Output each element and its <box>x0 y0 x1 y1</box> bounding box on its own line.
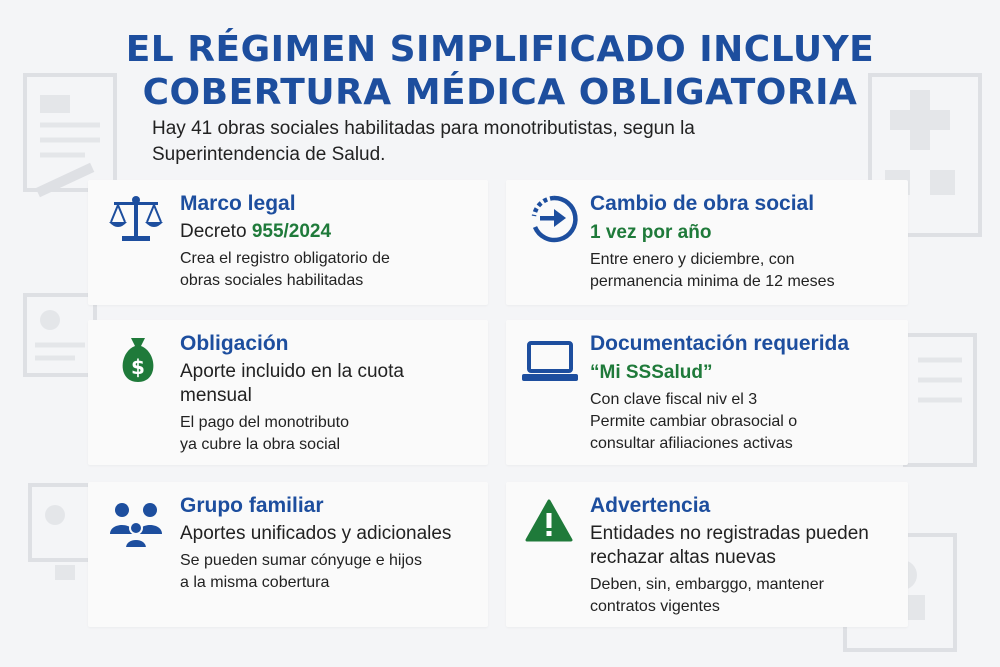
card-body <box>590 389 900 455</box>
body-line: consultar afiliaciones activas <box>590 435 793 452</box>
main-line: Entidades no registradas pueden <box>590 523 869 544</box>
card-body <box>590 249 900 293</box>
subtitle-line-2: Superintendencia de Salud. <box>152 144 386 165</box>
body-line: Permite cambiar obrasocial o <box>590 413 798 430</box>
main-line: Aportes unificados y adicionales <box>180 523 452 544</box>
laptop-icon <box>520 340 580 390</box>
body-line: Entre enero y diciembre, con <box>590 251 795 268</box>
card-title: Obligación <box>180 332 289 355</box>
card-title: Advertencia <box>590 494 711 517</box>
card-title: Grupo familiar <box>180 494 324 517</box>
card-obligacion <box>88 320 488 465</box>
main-line: mensual <box>180 385 252 406</box>
card-title: Cambio de obra social <box>590 192 815 215</box>
card-main <box>590 522 900 570</box>
money-bag-icon <box>113 334 173 384</box>
card-title: Documentación requerida <box>590 332 850 355</box>
body-line: a la misma cobertura <box>180 574 330 591</box>
body-line: Deben, sin, embarggo, mantener <box>590 576 824 593</box>
decree-line <box>180 220 480 244</box>
card-grupo-familiar <box>88 482 488 627</box>
body-line: Se pueden sumar cónyuge e hijos <box>180 552 422 569</box>
body-line: Con clave fiscal niv el 3 <box>590 391 758 408</box>
decree-number: 955/2024 <box>251 221 332 242</box>
card-body <box>180 550 480 594</box>
card-advertencia <box>506 482 908 627</box>
card-cambio-obra-social <box>506 180 908 305</box>
main-line: Aporte incluido en la cuota <box>180 361 404 382</box>
portal-name: “Mi SSSalud” <box>590 362 713 383</box>
title-line-2: COBERTURA MÉDICA OBLIGATORIA <box>142 72 858 113</box>
card-title: Marco legal <box>180 192 296 215</box>
main-line: rechazar altas nuevas <box>590 547 776 568</box>
subtitle <box>152 116 852 168</box>
body-line: Crea el registro obligatorio de <box>180 250 390 267</box>
card-main <box>180 360 480 408</box>
svg-text:$: $ <box>131 355 145 379</box>
body-line: obras sociales habilitadas <box>180 272 364 289</box>
background-document-icon <box>900 330 980 470</box>
body-line: contratos vigentes <box>590 598 720 615</box>
card-marco-legal <box>88 180 488 305</box>
title-line-1: EL RÉGIMEN SIMPLIFICADO INCLUYE <box>125 29 875 70</box>
card-documentacion <box>506 320 908 465</box>
exchange-arrow-icon <box>524 194 584 244</box>
body-line: ya cubre la obra social <box>180 436 341 453</box>
card-body <box>180 412 480 456</box>
family-icon <box>108 500 168 550</box>
body-line: El pago del monotributo <box>180 414 349 431</box>
card-body <box>590 574 900 618</box>
warning-icon <box>524 498 584 548</box>
scales-icon <box>106 194 166 244</box>
subtitle-line-1: Hay 41 obras sociales habilitadas para monotributistas, segun la <box>152 118 695 139</box>
card-body <box>180 248 480 292</box>
page-title <box>0 28 1000 114</box>
decree-prefix: Decreto <box>180 221 252 242</box>
frequency-highlight: 1 vez por año <box>590 222 712 243</box>
body-line: permanencia minima de 12 meses <box>590 273 835 290</box>
